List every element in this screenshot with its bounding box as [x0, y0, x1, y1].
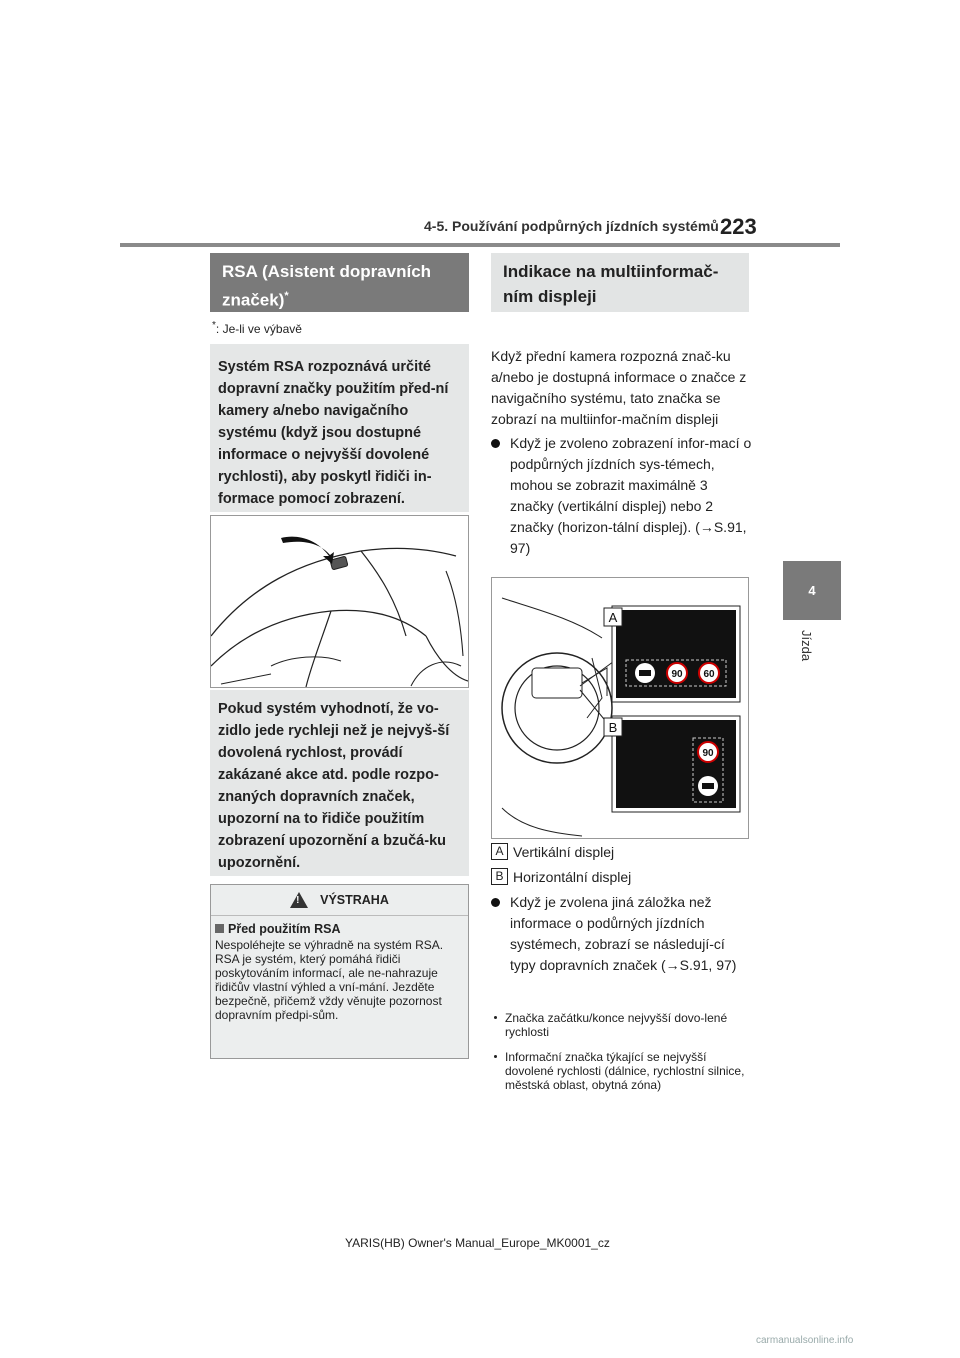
- warning-subheading-text: Před použitím RSA: [228, 922, 341, 936]
- footnote-text: : Je-li ve výbavě: [215, 322, 302, 336]
- label-b-text: Horizontální displej: [513, 868, 632, 885]
- footnote: [212, 320, 302, 336]
- header-rule: [120, 243, 840, 247]
- panel-a-label: A: [608, 610, 618, 625]
- footnote-mark: *: [212, 320, 216, 331]
- bullet-text: Když je zvolena jiná záložka než informace o podůrných jízdních systémech, zobrazí se následují-cí typy dopravních značek (→S.91, 97): [510, 894, 737, 973]
- bullet-item: [491, 892, 753, 976]
- sign-90-bottom: 90: [702, 748, 714, 759]
- list-item-text: Značka začátku/konce nejvyšší dovo-lené rychlosti: [505, 1011, 728, 1039]
- rsa-title: [210, 253, 469, 312]
- small-bullet-icon: [494, 1016, 497, 1019]
- dashboard-drawing: [492, 578, 748, 838]
- bullet-item: [491, 433, 753, 559]
- section-header: 4-5. Používání podpůrných jízdních systémů: [424, 218, 719, 234]
- label-a: A: [491, 843, 508, 860]
- warning-heading: [211, 885, 468, 916]
- label-b-row: [491, 868, 631, 885]
- chapter-label: Jízda: [799, 630, 814, 662]
- rsa-warning-text: Pokud systém vyhodnotí, že vo-zidlo jede rychleji než je nejvyš-ší dovolená rychlost, provádí zakázané akce atd. podle rozpo-znaných dopravních značek, upozorní na to řidiče použitím zobrazení upozornění a bzučá-ku upozornění.: [210, 690, 469, 876]
- rsa-title-text: RSA (Asistent dopravních značek): [222, 262, 432, 310]
- list-item-text: Informační značka týkající se nejvyšší dovolené rychlosti (dálnice, rychlostní silnice, městská oblast, obytná zóna): [505, 1050, 745, 1092]
- warning-box: [210, 884, 469, 1059]
- bullet-text: Když je zvoleno zobrazení infor-mací o podpůrných jízdních sys-témech, mohou se zobrazit maximálně 3 značky (vertikální displej) nebo 2 značky (horizon-tální displej). (→S.91, 97): [510, 435, 752, 556]
- small-bullet-icon: [494, 1055, 497, 1058]
- list-item: [491, 1011, 753, 1039]
- warning-heading-text: VÝSTRAHA: [320, 893, 389, 907]
- warning-subheading: [211, 916, 468, 936]
- chapter-tab: 4: [783, 561, 841, 620]
- warning-body: Nespoléhejte se výhradně na systém RSA. RSA je systém, který pomáhá řidiči poskytováním informací, ale ne-nahrazuje řidičův vlastní výhled a vní-mání. Jezděte bezpečně, přičemž vždy věnujte pozornost dopravním předpi-sům.: [215, 938, 444, 1022]
- watermark: carmanualsonline.info: [756, 1335, 854, 1346]
- sign-60: 60: [703, 669, 715, 680]
- rsa-intro: Systém RSA rozpoznává určité dopravní značky použitím před-ní kamery a/nebo navigačního systému (když jsou dostupné informace o nejvyšší dovolené rychlosti), aby poskytl řidiči in-formace pomocí zobrazení.: [210, 344, 469, 512]
- warning-triangle-icon: !: [290, 892, 308, 908]
- label-b: B: [491, 868, 508, 885]
- list-item: [491, 1050, 753, 1092]
- bullet-dot-icon: [491, 439, 500, 448]
- multi-display-paragraph: Když přední kamera rozpozná znač-ku a/nebo je dostupná informace o značce z navigačního systému, tato značka se zobrazí na multiinfor-mačním displeji: [491, 348, 747, 427]
- page-number: 223: [720, 214, 757, 239]
- panel-b-label: B: [608, 720, 618, 735]
- car-windshield-drawing: [211, 516, 468, 687]
- bullet-dot-icon: [491, 898, 500, 907]
- multi-display-title: Indikace na multiinformač-ním displeji: [491, 253, 749, 312]
- square-bullet-icon: [215, 924, 224, 933]
- sign-90-top: 90: [671, 669, 683, 680]
- rsa-title-mark: *: [284, 290, 289, 302]
- label-a-text: Vertikální displej: [513, 843, 615, 860]
- label-a-row: [491, 843, 614, 860]
- dashboard-display-illustration: [491, 577, 749, 839]
- footer: YARIS(HB) Owner's Manual_Europe_MK0001_cz: [345, 1236, 610, 1250]
- windshield-camera-illustration: [210, 515, 469, 688]
